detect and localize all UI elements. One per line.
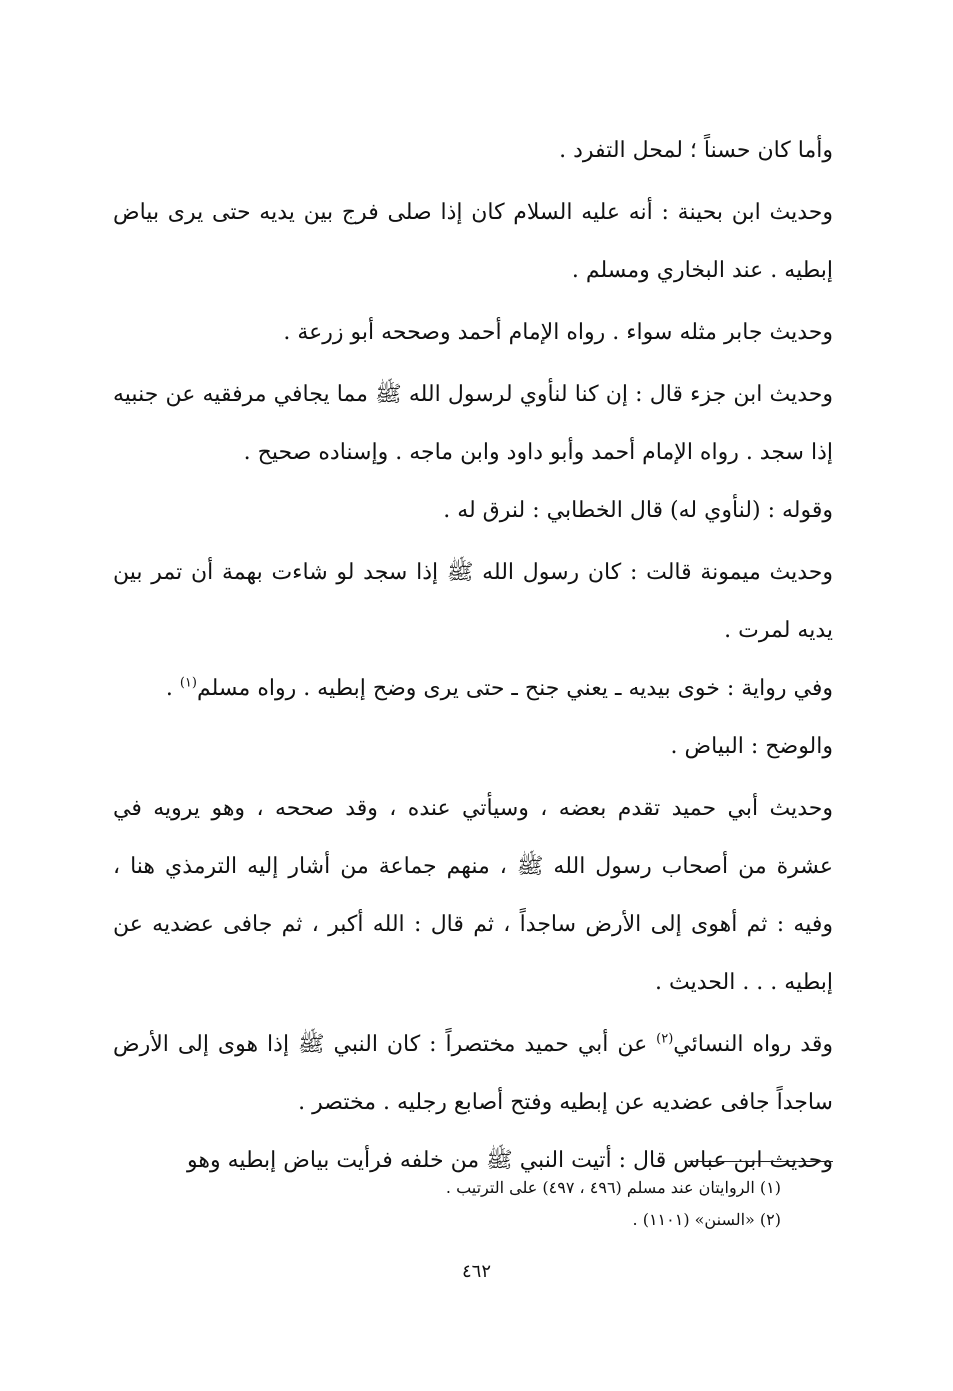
paragraph-text: وفي رواية : خوى بيديه ـ يعني جنح ـ حتى يرى وضح إبطيه . رواه مسلم [196,676,833,701]
paragraph-9 [113,780,833,1012]
footnotes [113,1172,781,1236]
paragraph-text: وقد رواه النسائي [673,1032,833,1057]
paragraph-text: وحديث جابر مثله سواء . رواه الإمام أحمد وصححه أبو زرعة . [283,320,833,345]
footnote-ref-1[interactable]: (١) [179,675,197,691]
paragraph-text: وحديث ابن بحينة : أنه عليه السلام كان إذا صلى فرج بين يديه حتى يرى بياض إبطيه . عند البخاري ومسلم . [113,200,833,283]
paragraph-text: والوضح : البياض . [670,734,833,759]
page-number: ٤٦٢ [461,1261,491,1282]
footnote-ref-2[interactable]: (٢) [656,1031,674,1047]
paragraph-text: وقوله : (لنأوي له) قال الخطابي : لنرق له . [443,498,833,523]
paragraph-6 [113,544,833,660]
paragraph-10 [113,1016,833,1132]
paragraph-4 [113,366,833,482]
paragraph-text: وحديث ابن جزء قال : إن كنا لنأوي لرسول الله ﷺ مما يجافي مرفقيه عن جنبيه إذا سجد . رواه الإمام أحمد وأبو داود وابن ماجه . وإسناده صحيح . [113,382,833,465]
main-text [113,122,833,1190]
paragraph-2 [113,184,833,300]
paragraph-7 [113,660,833,718]
footnote-1: (١) الروايتان عند مسلم (٤٩٦ ، ٤٩٧) على الترتيب . [445,1178,781,1197]
paragraph-3 [113,304,833,362]
footnote-divider [688,1161,833,1162]
paragraph-text: وأما كان حسناً ؛ لمحل التفرد . [559,138,833,163]
paragraph-8 [113,718,833,776]
paragraph-tail: . [165,676,180,701]
footnote-2: (٢) «السنن» (١١٠١) . [632,1210,781,1229]
paragraph-5 [113,482,833,540]
paragraph-text: وحديث ميمونة قالت : كان رسول الله ﷺ إذا سجد لو شاءت بهمة أن تمر بين يديه لمرت . [113,560,833,643]
paragraph-1 [113,122,833,180]
paragraph-tail: عن أبي حميد مختصراً : كان النبي ﷺ إذا هوى إلى الأرض ساجداً جافى عضديه عن إبطيه وفتح أصابع رجليه . مختصر . [113,1032,833,1115]
paragraph-text: وحديث ابن عباس قال : أتيت النبي ﷺ من خلفه فرأيت بياض إبطيه وهو [186,1148,833,1173]
paragraph-text: وحديث أبي حميد تقدم بعضه ، وسيأتي عنده ، وقد صححه ، وهو يرويه في عشرة من أصحاب رسول الله ﷺ ، منهم جماعة من أشار إليه الترمذي هنا ، وفيه : ثم أهوى إلى الأرض ساجداً ، ثم قال : الله أكبر ، ثم جافى عضديه عن إبطيه . . . الحديث . [113,796,833,995]
